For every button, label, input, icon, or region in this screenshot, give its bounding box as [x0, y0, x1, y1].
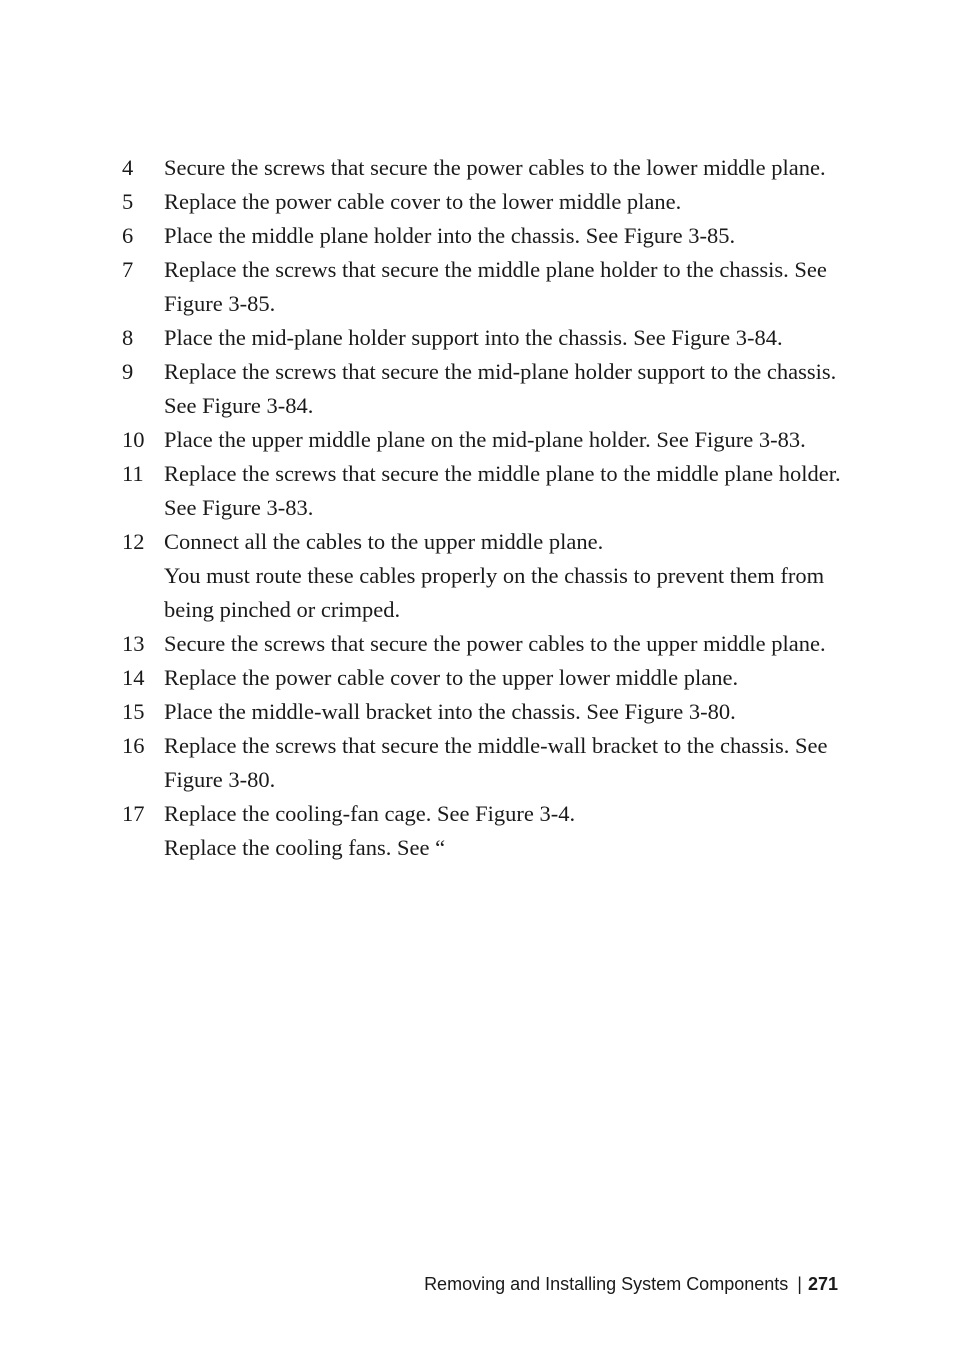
step-text: Replace the power cable cover to the lower middle plane.	[164, 189, 682, 214]
step-item	[122, 423, 862, 457]
step-item	[122, 457, 862, 525]
step-note: You must route these cables properly on the chassis to prevent them from being pinched or crimped.	[164, 563, 825, 622]
step-text: Replace the cooling-fan cage. See Figure 3-4.	[164, 801, 576, 826]
step-item	[122, 355, 862, 423]
step-text: Replace the screws that secure the middle-wall bracket to the chassis. See Figure 3-80.	[164, 733, 828, 792]
step-text: Secure the screws that secure the power cables to the lower middle plane.	[164, 155, 826, 180]
step-number: 14	[122, 665, 145, 690]
step-number: 6	[122, 223, 134, 248]
step-item	[122, 729, 862, 797]
step-text: Connect all the cables to the upper middle plane.	[164, 529, 604, 554]
step-item	[122, 797, 862, 865]
step-number: 13	[122, 631, 145, 656]
page-footer	[424, 1271, 838, 1297]
step-item	[122, 321, 862, 355]
step-text: Secure the screws that secure the power cables to the upper middle plane.	[164, 631, 826, 656]
procedure-steps	[122, 151, 862, 865]
step-text: Place the middle plane holder into the chassis. See Figure 3-85.	[164, 223, 736, 248]
step-number: 10	[122, 427, 145, 452]
step-number: 17	[122, 801, 145, 826]
step-text: Place the mid-plane holder support into the chassis. See Figure 3-84.	[164, 325, 783, 350]
step-number: 8	[122, 325, 134, 350]
step-text: Replace the screws that secure the middle plane holder to the chassis. See Figure 3-85.	[164, 257, 827, 316]
step-text: Place the upper middle plane on the mid-plane holder. See Figure 3-83.	[164, 427, 806, 452]
step-item	[122, 219, 862, 253]
step-text: Replace the screws that secure the middle plane to the middle plane holder. See Figure 3-83.	[164, 461, 841, 520]
step-number: 5	[122, 189, 134, 214]
step-number: 7	[122, 257, 134, 282]
step-number: 9	[122, 359, 134, 384]
step-item	[122, 525, 862, 627]
step-note: Replace the cooling fans. See “	[164, 835, 446, 860]
footer-section-title: Removing and Installing System Components	[424, 1274, 789, 1294]
step-text: Replace the power cable cover to the upper lower middle plane.	[164, 665, 739, 690]
step-item	[122, 661, 862, 695]
step-number: 16	[122, 733, 145, 758]
step-item	[122, 151, 862, 185]
step-item	[122, 627, 862, 661]
step-number: 12	[122, 529, 145, 554]
step-text: Place the middle-wall bracket into the chassis. See Figure 3-80.	[164, 699, 736, 724]
step-number: 4	[122, 155, 134, 180]
step-item	[122, 185, 862, 219]
step-number: 15	[122, 699, 145, 724]
step-text: Replace the screws that secure the mid-plane holder support to the chassis. See Figure 3-84.	[164, 359, 837, 418]
page-number: 271	[807, 1274, 838, 1294]
step-number: 11	[122, 461, 144, 486]
step-item	[122, 695, 862, 729]
footer-separator: |	[797, 1274, 802, 1294]
step-item	[122, 253, 862, 321]
